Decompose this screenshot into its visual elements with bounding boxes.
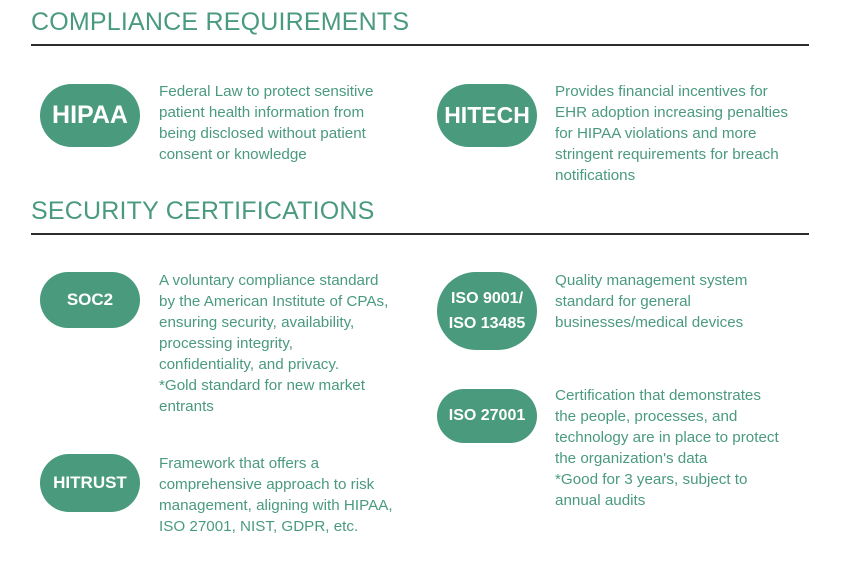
hipaa-desc-line: consent or knowledge (159, 146, 307, 163)
iso27001-desc-line: Certification that demonstrates (555, 387, 761, 404)
soc2-badge (40, 272, 140, 328)
hipaa-desc-line: Federal Law to protect sensitive (159, 83, 374, 100)
hitech-description (555, 81, 788, 186)
iso27001-desc-line: annual audits (555, 492, 646, 509)
soc2-desc-line: *Gold standard for new market (159, 377, 365, 394)
soc2-desc-line: confidentiality, and privacy. (159, 356, 340, 373)
hitrust-desc-line: ISO 27001, NIST, GDPR, etc. (159, 518, 359, 535)
hitrust-desc-line: Framework that offers a (159, 455, 320, 472)
hitrust-desc-line: comprehensive approach to risk (159, 476, 375, 493)
hitrust-badge (40, 454, 140, 512)
compliance-divider (31, 44, 809, 46)
hitech-desc-line: for HIPAA violations and more (555, 125, 757, 142)
iso9001-badge (437, 272, 537, 350)
soc2-desc-line: A voluntary compliance standard (159, 272, 379, 289)
iso9001-desc-line: businesses/medical devices (555, 314, 744, 331)
iso27001-desc-line: *Good for 3 years, subject to (555, 471, 748, 488)
hitech-desc-line: EHR adoption increasing penalties (555, 104, 789, 121)
hipaa-desc-line: patient health information from (159, 104, 365, 121)
hitrust-desc-line: management, aligning with HIPAA, (159, 497, 393, 514)
iso27001-desc-line: technology are in place to protect (555, 429, 779, 446)
security-divider (31, 233, 809, 235)
soc2-desc-line: ensuring security, availability, (159, 314, 355, 331)
iso27001-badge (437, 389, 537, 443)
iso9001-desc-line: standard for general (555, 293, 691, 310)
hitrust-badge-label: HITRUST (53, 473, 127, 492)
hitech-desc-line: stringent requirements for breach (555, 146, 779, 163)
iso27001-desc-line: the organization's data (555, 450, 708, 467)
hitech-desc-line: Provides financial incentives for (555, 83, 768, 100)
hitrust-description (159, 453, 393, 537)
iso9001-description (555, 270, 747, 333)
iso27001-badge-label: ISO 27001 (448, 407, 526, 424)
soc2-desc-line: processing integrity, (159, 335, 293, 352)
hipaa-badge-label: HIPAA (52, 101, 128, 129)
iso13485-badge-line: ISO 13485 (448, 315, 526, 332)
security-section-title: SECURITY CERTIFICATIONS (31, 197, 375, 225)
iso27001-description (555, 385, 779, 511)
hipaa-badge (40, 84, 140, 147)
hitech-badge-label: HITECH (444, 102, 530, 128)
soc2-description (159, 270, 388, 417)
soc2-desc-line: by the American Institute of CPAs, (159, 293, 389, 310)
hipaa-desc-line: being disclosed without patient (159, 125, 366, 142)
hitech-desc-line: notifications (555, 167, 636, 184)
soc2-desc-line: entrants (159, 398, 214, 415)
compliance-section-title: COMPLIANCE REQUIREMENTS (31, 8, 410, 36)
iso9001-badge-line: ISO 9001/ (450, 290, 524, 307)
iso27001-desc-line: the people, processes, and (555, 408, 738, 425)
soc2-badge-label: SOC2 (66, 290, 114, 309)
iso9001-desc-line: Quality management system (555, 272, 748, 289)
hitech-badge (437, 84, 537, 147)
hipaa-description (159, 81, 373, 165)
